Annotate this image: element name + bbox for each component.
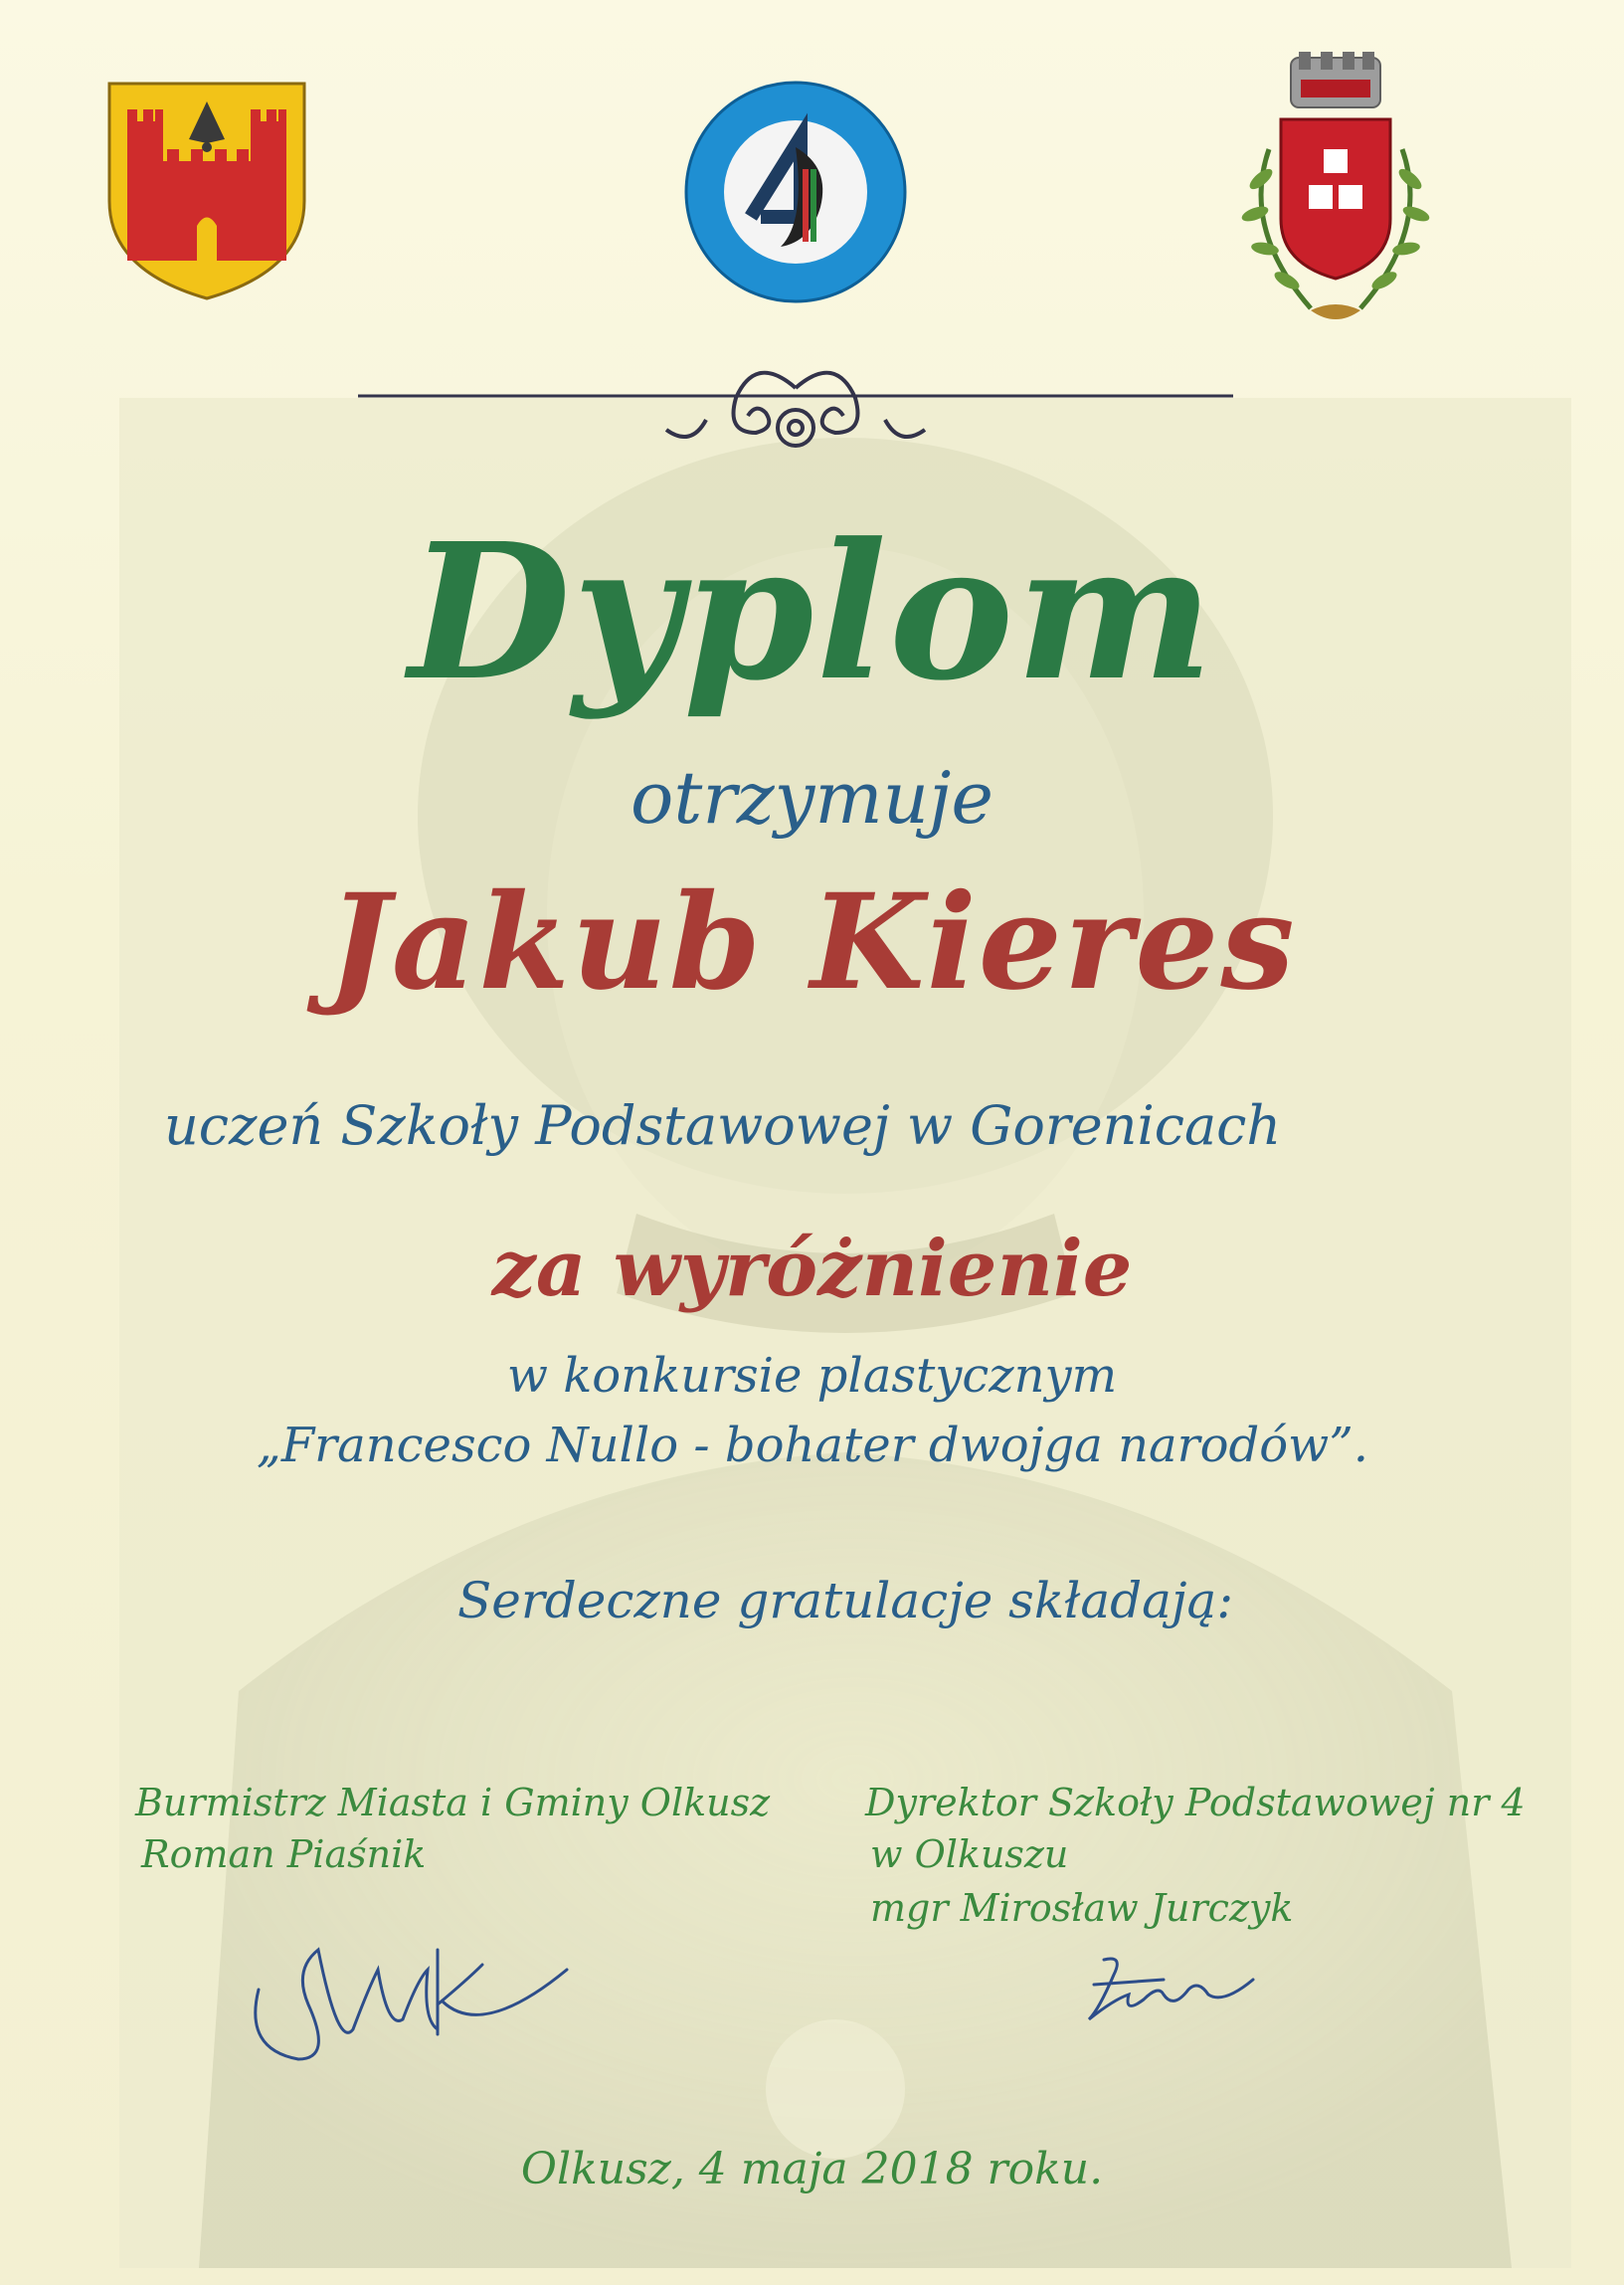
- receives-label: otrzymuje: [631, 756, 993, 840]
- award-line: za wyróżnienie: [491, 1224, 1133, 1314]
- place-and-date: Olkusz, 4 maja 2018 roku.: [520, 2144, 1104, 2194]
- contest-line-1: w konkursie plastycznym: [506, 1348, 1118, 1404]
- recipient-name: Jakub Kieres: [327, 865, 1297, 1020]
- left-signature-mark: [239, 1910, 597, 2079]
- olkusz-coat-of-arms-icon: [107, 82, 306, 300]
- italian-town-coat-of-arms-icon: [1221, 50, 1450, 348]
- school-line: uczeń Szkoły Podstawowej w Gorenicach: [164, 1094, 1282, 1157]
- ornament-divider-icon: [358, 358, 1233, 477]
- diploma-title: Dyplom: [408, 502, 1216, 722]
- right-signatory-place: w Olkuszu: [870, 1832, 1069, 1876]
- contest-line-2: „Francesco Nullo - bohater dwojga narodów”.: [257, 1418, 1368, 1473]
- congratulations-line: Serdeczne gratulacje składają:: [457, 1572, 1234, 1629]
- left-signatory-name: Roman Piaśnik: [141, 1832, 427, 1876]
- school-logo-icon: [681, 78, 910, 306]
- right-signatory-name: mgr Mirosław Jurczyk: [870, 1886, 1294, 1930]
- right-signature-mark: [1074, 1940, 1293, 2039]
- left-signatory-role: Burmistrz Miasta i Gminy Olkusz: [135, 1781, 771, 1824]
- right-signatory-role: Dyrektor Szkoły Podstawowej nr 4: [865, 1781, 1526, 1824]
